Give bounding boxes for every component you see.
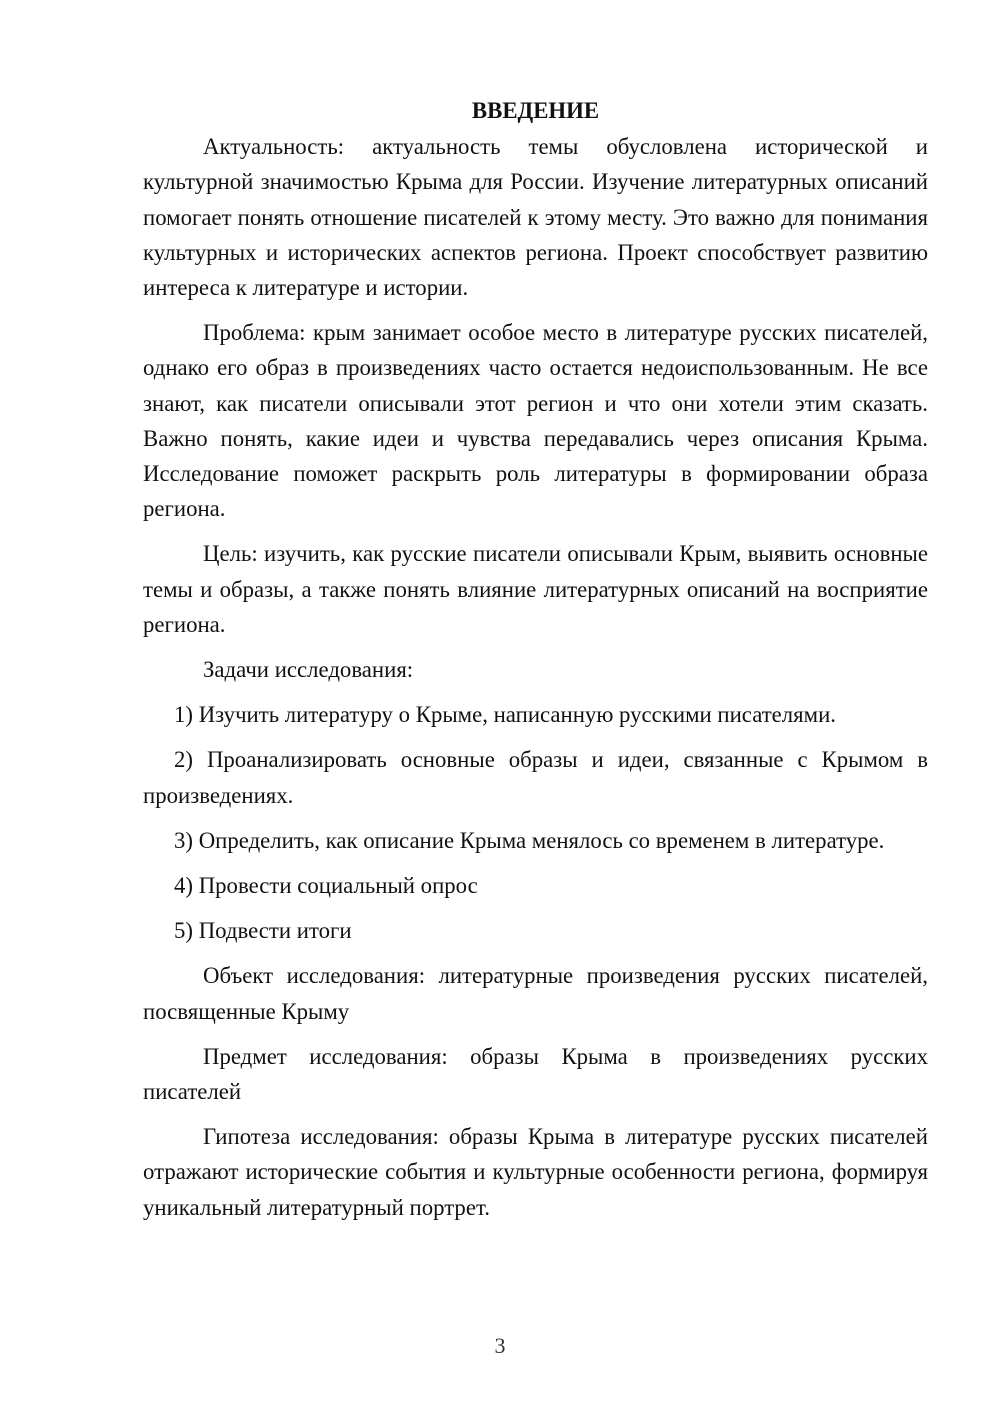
paragraph-tasks-heading: Задачи исследования:	[203, 657, 414, 683]
section-title: ВВЕДЕНИЕ	[471, 98, 600, 123]
paragraph-subject: Предмет исследования: образы Крыма в произведениях русских писателей	[143, 1043, 928, 1105]
page-number: 3	[494, 1333, 506, 1358]
task-item-3: 3) Определить, как описание Крыма менялось со временем в литературе.	[174, 827, 885, 853]
paragraph-problem: Проблема: крым занимает особое место в литературе русских писателей, однако его образ в произведениях часто остается недоиспользованным. Не все знают, как писатели описывали этот регион и что они хотели этим сказать. Важно понять, какие идеи и чувства передавались через описания Крыма. Исследование поможет раскрыть роль литературы в формировании образа региона.	[143, 320, 928, 522]
task-item-4: 4) Провести социальный опрос	[174, 873, 478, 899]
paragraph-relevance: Актуальность: актуальность темы обусловлена исторической и культурной значимостью Крыма для России. Изучение литературных описаний помогает понять отношение писателей к этому месту. Это важно для понимания культурных и исторических аспектов региона. Проект способствует развитию интереса к литературе и истории.	[143, 134, 928, 301]
paragraph-goal: Цель: изучить, как русские писатели описывали Крым, выявить основные темы и образы, а также понять влияние литературных описаний на восприятие региона.	[143, 541, 928, 637]
page-content	[143, 93, 928, 1225]
paragraph-object: Объект исследования: литературные произведения русских писателей, посвященные Крыму	[143, 963, 928, 1024]
paragraph-hypothesis: Гипотеза исследования: образы Крыма в литературе русских писателей отражают исторические события и культурные особенности региона, формируя уникальный литературный портрет.	[143, 1124, 928, 1220]
task-item-1: 1) Изучить литературу о Крыме, написанную русскими писателями.	[174, 702, 836, 728]
task-item-2: 2) Проанализировать основные образы и идеи, связанные с Крымом в произведениях.	[143, 747, 928, 808]
task-item-5: 5) Подвести итоги	[174, 918, 352, 944]
